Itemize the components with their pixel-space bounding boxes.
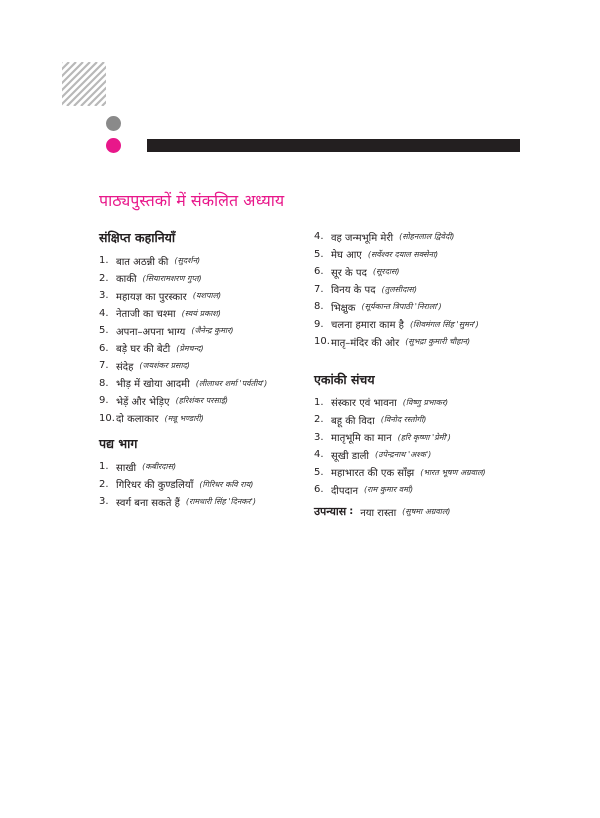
list-item xyxy=(314,446,534,464)
list-item xyxy=(314,298,534,316)
item-author: (सियारामशरण गुप्त) xyxy=(142,273,202,283)
list-item xyxy=(314,481,534,499)
section-title-one-act: एकांकी संचय xyxy=(314,371,375,387)
item-title: महाभारत की एक साँझ xyxy=(331,468,415,480)
item-title: स्वर्ग बना सकते हैं xyxy=(116,497,180,509)
pink-dot-decoration xyxy=(106,138,121,153)
list-item xyxy=(314,316,534,334)
item-title: विनय के पद xyxy=(331,285,376,297)
item-author: (स्वयं प्रकाश) xyxy=(181,308,221,318)
diagonal-stripes-decoration xyxy=(62,62,106,106)
item-number: 7. xyxy=(99,360,109,372)
item-number: 5. xyxy=(314,466,324,478)
item-title: बात अठन्नी की xyxy=(116,256,169,268)
item-title: काकी xyxy=(116,274,137,286)
list-item xyxy=(314,246,534,264)
list-item xyxy=(99,458,309,476)
list-item xyxy=(99,322,309,340)
item-author: (सूरदास) xyxy=(372,267,400,277)
item-number: 9. xyxy=(314,318,324,330)
item-title: मेघ आए xyxy=(331,250,362,262)
item-number: 5. xyxy=(314,248,324,260)
item-author: (यशपाल) xyxy=(192,291,222,301)
item-number: 6. xyxy=(314,484,324,496)
item-author: (लीलाधर शर्मा 'पर्वतीय') xyxy=(195,378,268,388)
item-number: 3. xyxy=(99,496,109,508)
item-title: भेड़ें और भेड़िए xyxy=(116,396,170,408)
list-item xyxy=(99,357,309,375)
item-number: 8. xyxy=(314,301,324,313)
item-author: (हरिशंकर परसाई) xyxy=(175,396,229,406)
list-item xyxy=(99,270,309,288)
list-item xyxy=(99,392,309,410)
item-number: 2. xyxy=(314,414,324,426)
item-title: दीपदान xyxy=(331,485,359,497)
item-author: (शिवमंगल सिंह 'सुमन') xyxy=(409,319,479,329)
item-title: महायज्ञ का पुरस्कार xyxy=(116,291,187,303)
list-item xyxy=(99,340,309,358)
list-item xyxy=(99,252,309,270)
list-item xyxy=(99,375,309,393)
item-author: (विनोद रस्तोगी) xyxy=(380,415,427,425)
right-column xyxy=(314,228,534,521)
item-title: संदेह xyxy=(116,361,134,373)
novel-colon: : xyxy=(349,506,354,517)
page-heading: पाठ्यपुस्तकों में संकलित अध्याय xyxy=(99,191,285,210)
item-title: वह जन्मभूमि मेरी xyxy=(331,232,394,244)
header-bar-decoration xyxy=(147,139,520,152)
item-author: (सोहनलाल द्विवेदी) xyxy=(399,232,455,242)
item-title: बहू की विदा xyxy=(331,415,375,427)
item-author: (गिरिधर कवि राय) xyxy=(199,479,254,489)
item-title: बड़े घर की बेटी xyxy=(116,344,171,356)
item-author: (रामधारी सिंह 'दिनकर') xyxy=(185,497,257,507)
item-title: भीड़ में खोया आदमी xyxy=(116,379,190,391)
item-title: भिक्षुक xyxy=(331,302,356,314)
item-number: 10. xyxy=(99,412,115,424)
item-author: (सर्वेश्वर दयाल सक्सेना) xyxy=(367,249,439,259)
item-number: 3. xyxy=(99,290,109,302)
item-title: सूर के पद xyxy=(331,267,367,279)
novel-author: (सुषमा अग्रवाल) xyxy=(402,507,451,516)
item-title: मातृ–मंदिर की ओर xyxy=(331,337,400,349)
section-title-short-stories: संक्षिप्त कहानियाँ xyxy=(99,230,176,245)
item-author: (राम कुमार वर्मा) xyxy=(364,485,414,495)
item-author: (उपेन्द्रनाथ 'अश्क') xyxy=(375,450,432,460)
item-number: 3. xyxy=(314,431,324,443)
item-author: (कबीरदास) xyxy=(142,462,177,472)
item-title: चलना हमारा काम है xyxy=(331,320,404,332)
novel-entry xyxy=(314,503,534,521)
list-item xyxy=(99,287,309,305)
item-title: नेताजी का चश्मा xyxy=(116,309,176,321)
list-item xyxy=(314,394,534,412)
item-number: 1. xyxy=(99,461,109,473)
item-number: 5. xyxy=(99,325,109,337)
list-item xyxy=(99,476,309,494)
item-author: (सुदर्शन) xyxy=(174,256,201,266)
item-number: 2. xyxy=(99,272,109,284)
item-author: (विष्णु प्रभाकर) xyxy=(402,397,449,407)
item-number: 8. xyxy=(99,377,109,389)
list-item xyxy=(314,411,534,429)
item-title: अपना–अपना भाग्य xyxy=(116,326,186,338)
list-item xyxy=(99,410,309,428)
item-author: (भारत भूषण अग्रवाल) xyxy=(420,467,486,477)
item-author: (सूर्यकान्त त्रिपाठी 'निराला') xyxy=(361,302,442,312)
item-title: सूखी डाली xyxy=(331,450,370,462)
list-item xyxy=(314,333,534,351)
item-title: दो कलाकार xyxy=(116,414,159,426)
item-number: 9. xyxy=(99,395,109,407)
left-column xyxy=(99,228,309,511)
list-item xyxy=(314,429,534,447)
list-item xyxy=(99,305,309,323)
section-title-poetry: पद्य भाग xyxy=(99,436,138,451)
item-author: (हरि कृष्णा 'प्रेमी') xyxy=(397,432,451,442)
item-number: 2. xyxy=(99,478,109,490)
item-author: (मन्नू भण्डारी) xyxy=(164,413,204,423)
item-number: 4. xyxy=(314,231,324,243)
item-author: (प्रेमचन्द) xyxy=(176,343,204,353)
novel-title: नया रास्ता xyxy=(360,507,397,519)
item-title: मातृभूमि का मान xyxy=(331,433,392,445)
list-item xyxy=(314,228,534,246)
list-item xyxy=(99,493,309,511)
gray-dot-decoration xyxy=(106,116,121,131)
list-item xyxy=(314,281,534,299)
poetry-list-part-1 xyxy=(99,458,309,511)
one-act-list xyxy=(314,394,534,499)
item-title: संस्कार एवं भावना xyxy=(331,398,397,410)
item-number: 7. xyxy=(314,283,324,295)
item-title: गिरिधर की कुण्डलियाँ xyxy=(116,480,194,492)
short-stories-list xyxy=(99,252,309,427)
novel-label: उपन्यास xyxy=(314,505,347,518)
list-item xyxy=(314,464,534,482)
item-number: 1. xyxy=(314,396,324,408)
item-author: (सुभद्रा कुमारी चौहान) xyxy=(405,337,471,347)
item-number: 10. xyxy=(314,336,330,348)
item-number: 4. xyxy=(99,307,109,319)
item-number: 1. xyxy=(99,255,109,267)
item-author: (जैनेन्द्र कुमार) xyxy=(191,326,234,336)
poetry-list-part-2 xyxy=(314,228,534,351)
item-author: (जयशंकर प्रसाद) xyxy=(139,361,190,371)
item-author: (तुलसीदास) xyxy=(381,284,417,294)
item-number: 4. xyxy=(314,449,324,461)
item-number: 6. xyxy=(314,266,324,278)
list-item xyxy=(314,263,534,281)
item-number: 6. xyxy=(99,342,109,354)
item-title: साखी xyxy=(116,462,137,474)
